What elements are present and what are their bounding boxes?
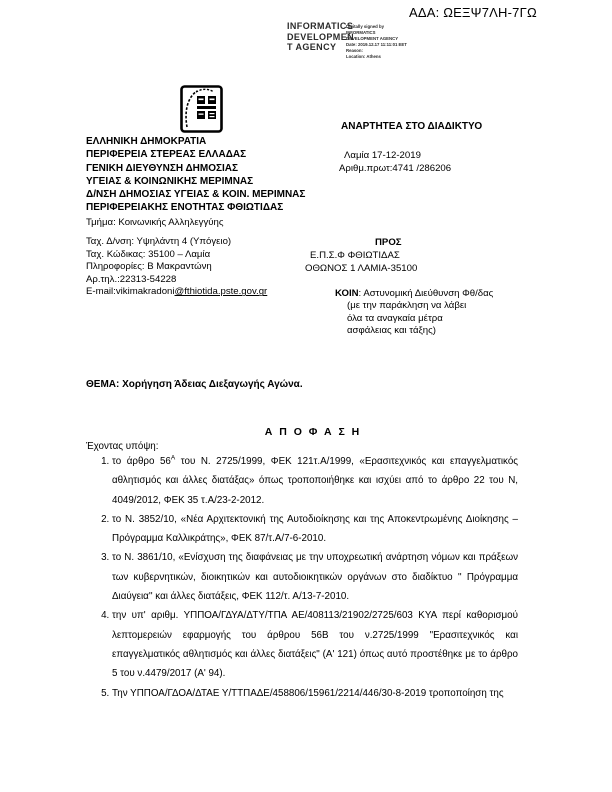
legal-basis-item-4: 4. την υπ' αριθμ. ΥΠΠΟΑ/ΓΔΥΑ/ΔΤΥ/ΤΠΑ ΑΕ/408113/21902/2725/603 ΚΥΑ περί καθορισμού λεπτομερειών εφαρμογής του άρθρου 56Β του ν.2725/1999 "Ερασιτεχνικός και επαγγελματικός αθλητισμός και άλλες διατάξεις" (Α' 121) όπως αυτό προστέθηκε με το άρθρο 5 του ν.4479/2017 (Α' 94). [112,606,518,683]
signature-detail-line: DEVELOPMENT AGENCY [346,35,399,41]
cc-line [335,288,493,300]
cc-recipient: : Αστυνομική Διεύθυνση Φθ/δας [358,288,494,299]
ada-code: ΑΔΑ: ΩΕΞΨ7ΛΗ-7ΓΩ [409,5,537,20]
email-domain-link[interactable]: @fthiotida.pste.gov.gr [174,286,268,298]
legal-basis-item-5: 5. Την ΥΠΠΟΑ/ΓΔΟΑ/ΔΤΑΕ Υ/ΤΤΠΑΔΕ/458806/15961/2214/446/30-8-2019 τροποποίηση της [112,684,518,703]
item1-text-pre: το άρθρο 56 [112,456,171,467]
region-emblem-logo [180,85,223,133]
information-contact-line: Πληροφορίες: Β Μακραντώνη [86,261,212,273]
place-date: Λαμία 17-12-2019 [344,150,421,161]
gov-line-directorate: Δ/ΝΣΗ ΔΗΜΟΣΙΑΣ ΥΓΕΙΑΣ & ΚΟΙΝ. ΜΕΡΙΜΝΑΣ [86,189,306,201]
gov-line-region: ΠΕΡΙΦΕΡΕΙΑ ΣΤΕΡΕΑΣ ΕΛΛΑΔΑΣ [86,149,247,161]
protocol-number: Αριθμ.πρωτ:4741 /286206 [339,163,452,174]
signature-agency-line: T AGENCY [287,42,337,52]
legal-basis-list [86,452,518,703]
email-line [86,286,267,299]
pros-label: ΠΡΟΣ [375,237,402,248]
signature-agency-line: DEVELOPMEN [287,31,355,42]
digital-signature-stamp [287,21,417,59]
recipient-address: ΟΘΩΝΟΣ 1 ΛΑΜΙΑ-35100 [305,263,418,275]
phone-line: Αρ.τηλ.:22313-54228 [86,273,177,285]
legal-basis-item-2: 2. το Ν. 3852/10, «Νέα Αρχιτεκτονική της Αυτοδιοίκησης και της Αποκεντρωμένης Διοίκησης – Πρόγραμμα Καλλικράτης», ΦΕΚ 87/τ.Α/7-6-2010. [112,510,518,549]
postal-code-line: Ταχ. Κώδικας: 35100 – Λαμία [86,248,211,260]
cc-block [335,288,493,338]
anartitea-label: ΑΝΑΡΤΗΤΕΑ ΣΤΟ ΔΙΑΔΙΚΤΥΟ [341,121,483,132]
signature-detail-line: Date: 2019.12.17 11:11:01 EET [346,41,407,47]
signature-details [346,24,424,59]
signature-detail-line: Reason: [346,47,363,53]
postal-address-line: Ταχ. Δ/νση: Υψηλάντη 4 (Υπόγειο) [86,236,232,247]
date-protocol-block [339,149,451,175]
having-regard-label: Έχοντας υπόψη: [86,441,159,452]
signature-agency-line: INFORMATICS [287,21,354,31]
government-header [86,135,305,229]
signature-detail-line: Digitally signed by [346,24,384,29]
legal-basis-item-3: 3. το Ν. 3861/10, «Ενίσχυση της διαφάνειας με την υποχρεωτική ανάρτηση νόμων και πράξεων των κυβερνητικών, διοικητικών και αυτοδιοικητικών οργάνων στο διαδίκτυο '' Πρόγραμμα Διαύγεια'' και άλλες διατάξεις, ΦΕΚ 112/τ. Α/13-7-2010. [112,548,518,606]
gov-line-health-welfare: ΥΓΕΙΑΣ & ΚΟΙΝΩΝΙΚΗΣ ΜΕΡΙΜΝΑΣ [86,175,254,187]
cc-note-line: όλα τα αναγκαία μέτρα [347,312,443,324]
item1-superscript: Α [170,454,176,462]
legal-basis-item-1 [112,452,518,510]
gov-line-republic: ΕΛΛΗΝΙΚΗ ΔΗΜΟΚΡΑΤΙΑ [86,136,207,147]
signature-detail-line: Location: Athens [346,53,381,59]
cc-note-line: ασφάλειας και τάξης) [347,325,436,337]
email-label: E-mail:vikimakradoni [86,286,175,298]
decision-heading: Α Π Ο Φ Α Σ Η [264,426,362,438]
recipient-block [305,236,417,276]
recipient-name: Ε.Π.Σ.Φ ΦΘΙΩΤΙΔΑΣ [310,250,400,262]
cc-label: ΚΟΙΝ [335,288,359,299]
contact-block [86,236,267,299]
subject-line: ΘΕΜΑ: Χορήγηση Άδειας Διεξαγωγής Αγώνα. [86,379,303,390]
gov-line-regional-unit: ΠΕΡΙΦΕΡΕΙΑΚΗΣ ΕΝΟΤΗΤΑΣ ΦΘΙΩΤΙΔΑΣ [86,202,284,214]
item1-text-post: του Ν. 2725/1999, ΦΕΚ 121τ.Α/1999, «Ερασιτεχνικός και επαγγελματικός αθλητισμός και άλλες διατάξας» όπως τροποποιήθηκε και ισχύει από το άρθρο 22 του Ν, 4049/2012, ΦΕΚ 35 τ.Α/23-2-2012. [112,456,518,506]
department-line: Τμήμα: Κοινωνικής Αλληλεγγύης [86,216,224,228]
signature-detail-line: INFORMATICS [346,29,376,35]
gov-line-general-directorate: ΓΕΝΙΚΗ ΔΙΕΥΘΥΝΣΗ ΔΗΜΟΣΙΑΣ [86,162,238,174]
cc-note-line: (με την παράκληση να λάβει [347,300,467,312]
